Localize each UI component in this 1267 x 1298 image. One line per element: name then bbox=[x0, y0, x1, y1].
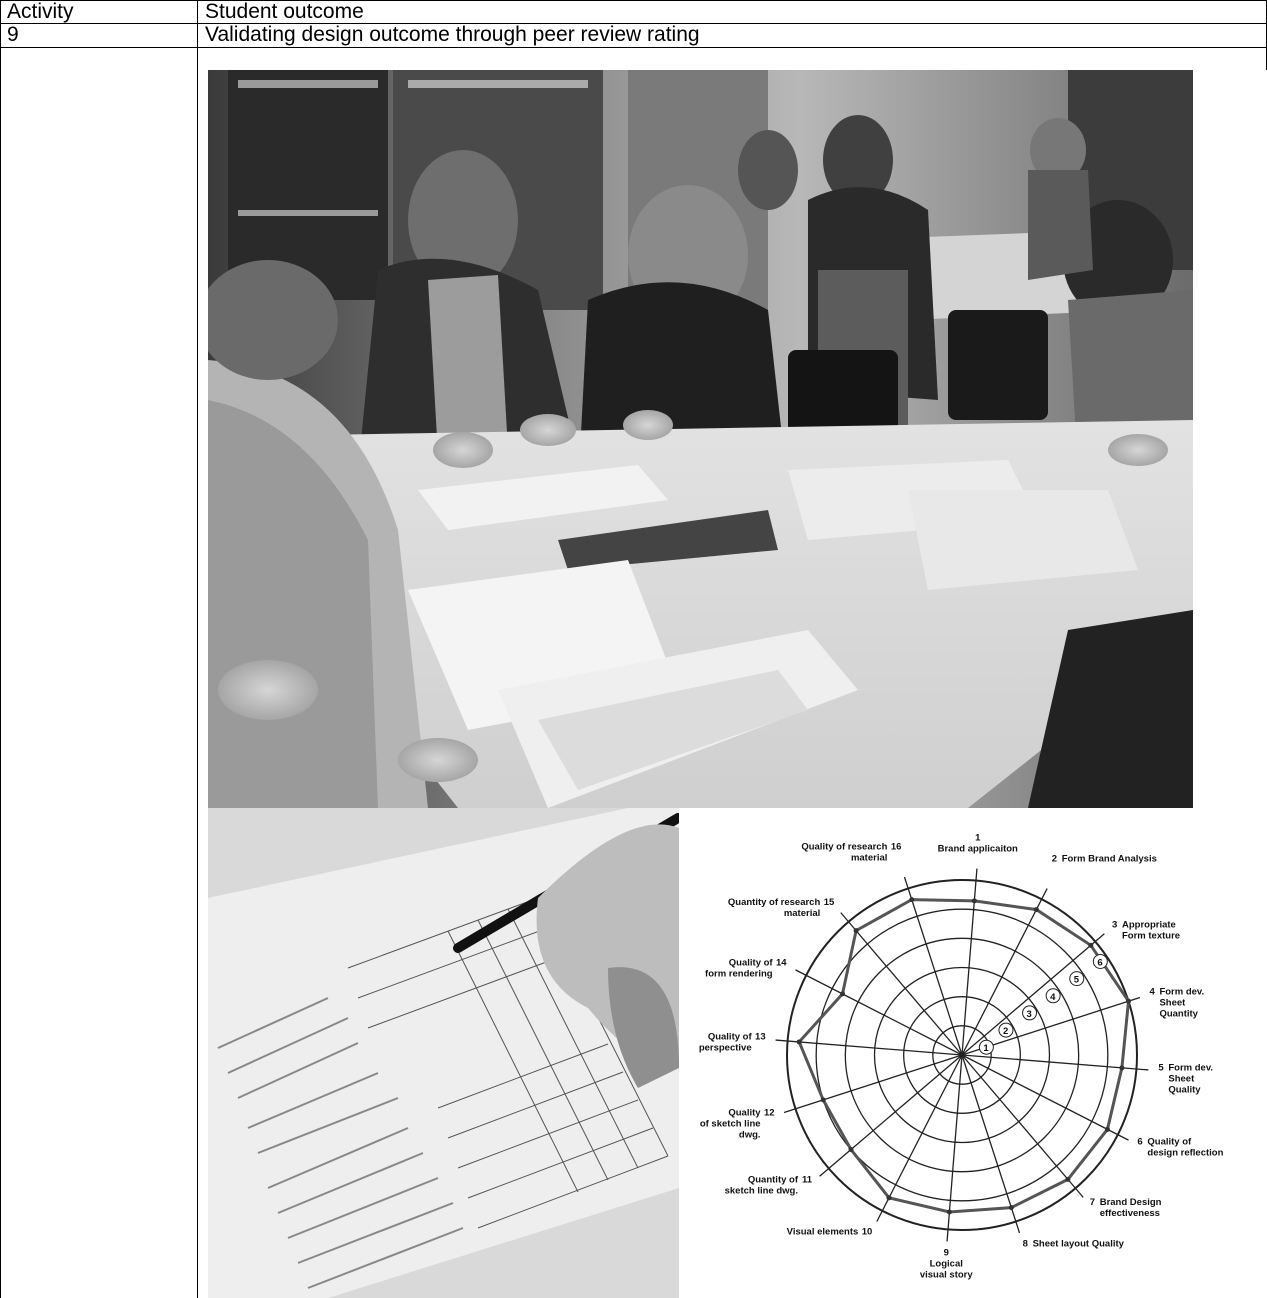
radar-score-point bbox=[1126, 999, 1131, 1004]
criterion-number: 5 bbox=[1158, 1062, 1164, 1074]
radar-score-point bbox=[947, 1209, 952, 1214]
criterion-number: 3 bbox=[1111, 919, 1118, 931]
radar-spoke bbox=[841, 913, 962, 1055]
criterion-label: design reflection bbox=[1147, 1147, 1224, 1159]
criterion-label: Form dev. bbox=[1168, 1062, 1214, 1074]
criterion-number: 14 bbox=[776, 957, 787, 969]
criterion-label: Logical bbox=[929, 1258, 963, 1270]
radar-score-point bbox=[840, 991, 845, 996]
criterion-number: 1 bbox=[975, 832, 981, 844]
classroom-photo bbox=[208, 70, 1193, 808]
radar-score-point bbox=[1119, 1065, 1124, 1070]
table-border-top bbox=[0, 0, 1267, 1]
criterion-label: perspective bbox=[698, 1042, 752, 1054]
criterion-number: 8 bbox=[1022, 1238, 1028, 1250]
radar-spoke bbox=[962, 1055, 1083, 1197]
criterion-label: visual story bbox=[919, 1269, 973, 1281]
criterion-label: Quality bbox=[728, 1107, 761, 1119]
criterion-number: 6 bbox=[1137, 1136, 1143, 1148]
criterion-label: Brand Design bbox=[1099, 1196, 1162, 1208]
ring-number-label: 3 bbox=[1026, 1008, 1032, 1020]
criterion-label: form rendering bbox=[705, 968, 773, 980]
header-student-outcome: Student outcome bbox=[205, 0, 364, 23]
criterion-label: sketch line dwg. bbox=[724, 1185, 799, 1197]
criterion-number: 10 bbox=[861, 1226, 873, 1238]
criterion-number: 4 bbox=[1149, 986, 1155, 998]
radar-spoke bbox=[962, 1055, 1128, 1140]
criterion-label: Quality of bbox=[707, 1031, 752, 1043]
radar-score-point bbox=[797, 1039, 802, 1044]
radar-spoke bbox=[962, 934, 1104, 1055]
header-activity: Activity bbox=[7, 0, 74, 23]
ring-number-label: 1 bbox=[983, 1043, 989, 1055]
criterion-label: Quality bbox=[1168, 1084, 1201, 1096]
radar-score-point bbox=[821, 1097, 826, 1102]
criterion-label: Sheet bbox=[1159, 997, 1186, 1009]
criterion-label: Quality of bbox=[728, 957, 773, 969]
criterion-label: Quality of research bbox=[801, 841, 888, 853]
radar-score-point bbox=[1009, 1205, 1014, 1210]
criterion-number: 12 bbox=[763, 1107, 775, 1119]
criterion-label: Quality of bbox=[1147, 1136, 1192, 1148]
table-border-mid bbox=[197, 0, 198, 1298]
radar-score-point bbox=[848, 1147, 853, 1152]
radar-score-point bbox=[909, 897, 914, 902]
criterion-label: Sheet layout Quality bbox=[1032, 1238, 1124, 1250]
radar-score-point bbox=[1065, 1177, 1070, 1182]
criterion-number: 7 bbox=[1089, 1196, 1096, 1208]
criterion-label: Quantity of bbox=[747, 1174, 799, 1186]
radar-spoke bbox=[784, 1055, 962, 1113]
criterion-label: Form dev. bbox=[1159, 986, 1205, 998]
radar-spoke bbox=[796, 970, 962, 1055]
criterion-label: Sheet bbox=[1168, 1073, 1195, 1085]
ring-number-label: 6 bbox=[1097, 957, 1103, 969]
row-outcome-text: Validating design outcome through peer review rating bbox=[205, 23, 700, 46]
radar-score-point bbox=[1088, 943, 1093, 948]
criterion-label: Form texture bbox=[1121, 930, 1181, 942]
radar-spoke bbox=[904, 877, 962, 1055]
criterion-number: 16 bbox=[890, 841, 902, 853]
criterion-label: Brand applicaiton bbox=[937, 843, 1018, 855]
rating-sheet-photo bbox=[208, 808, 679, 1298]
criterion-label: of sketch line bbox=[699, 1118, 761, 1130]
table-border-row2 bbox=[0, 47, 1267, 48]
ring-number-label: 4 bbox=[1050, 991, 1056, 1003]
table-border-left bbox=[0, 0, 1, 1298]
criterion-number: 13 bbox=[755, 1031, 766, 1043]
radar-score-point bbox=[1105, 1127, 1110, 1132]
criterion-label: effectiveness bbox=[1099, 1207, 1160, 1219]
row-activity-number: 9 bbox=[7, 23, 19, 46]
criterion-label: Form Brand Analysis bbox=[1061, 853, 1157, 865]
criterion-label: dwg. bbox=[738, 1129, 761, 1141]
radar-spoke bbox=[820, 1055, 962, 1176]
criterion-number: 9 bbox=[943, 1247, 949, 1259]
peer-review-radar-chart bbox=[679, 808, 1267, 1298]
criterion-label: material bbox=[783, 908, 821, 920]
criterion-label: Quantity bbox=[1159, 1008, 1198, 1020]
criterion-label: Appropriate bbox=[1121, 919, 1176, 931]
radar-score-point bbox=[886, 1195, 891, 1200]
criterion-number: 2 bbox=[1051, 853, 1057, 865]
criterion-label: Visual elements bbox=[786, 1226, 859, 1238]
radar-score-point bbox=[972, 898, 977, 903]
criterion-number: 15 bbox=[823, 897, 835, 909]
criterion-label: Quantity of research bbox=[727, 897, 821, 909]
criterion-label: material bbox=[850, 852, 888, 864]
criterion-number: 11 bbox=[801, 1174, 813, 1186]
ring-number-label: 5 bbox=[1073, 974, 1080, 986]
radar-score-point bbox=[1034, 907, 1039, 912]
radar-score-point bbox=[854, 928, 859, 933]
ring-number-label: 2 bbox=[1002, 1026, 1009, 1038]
